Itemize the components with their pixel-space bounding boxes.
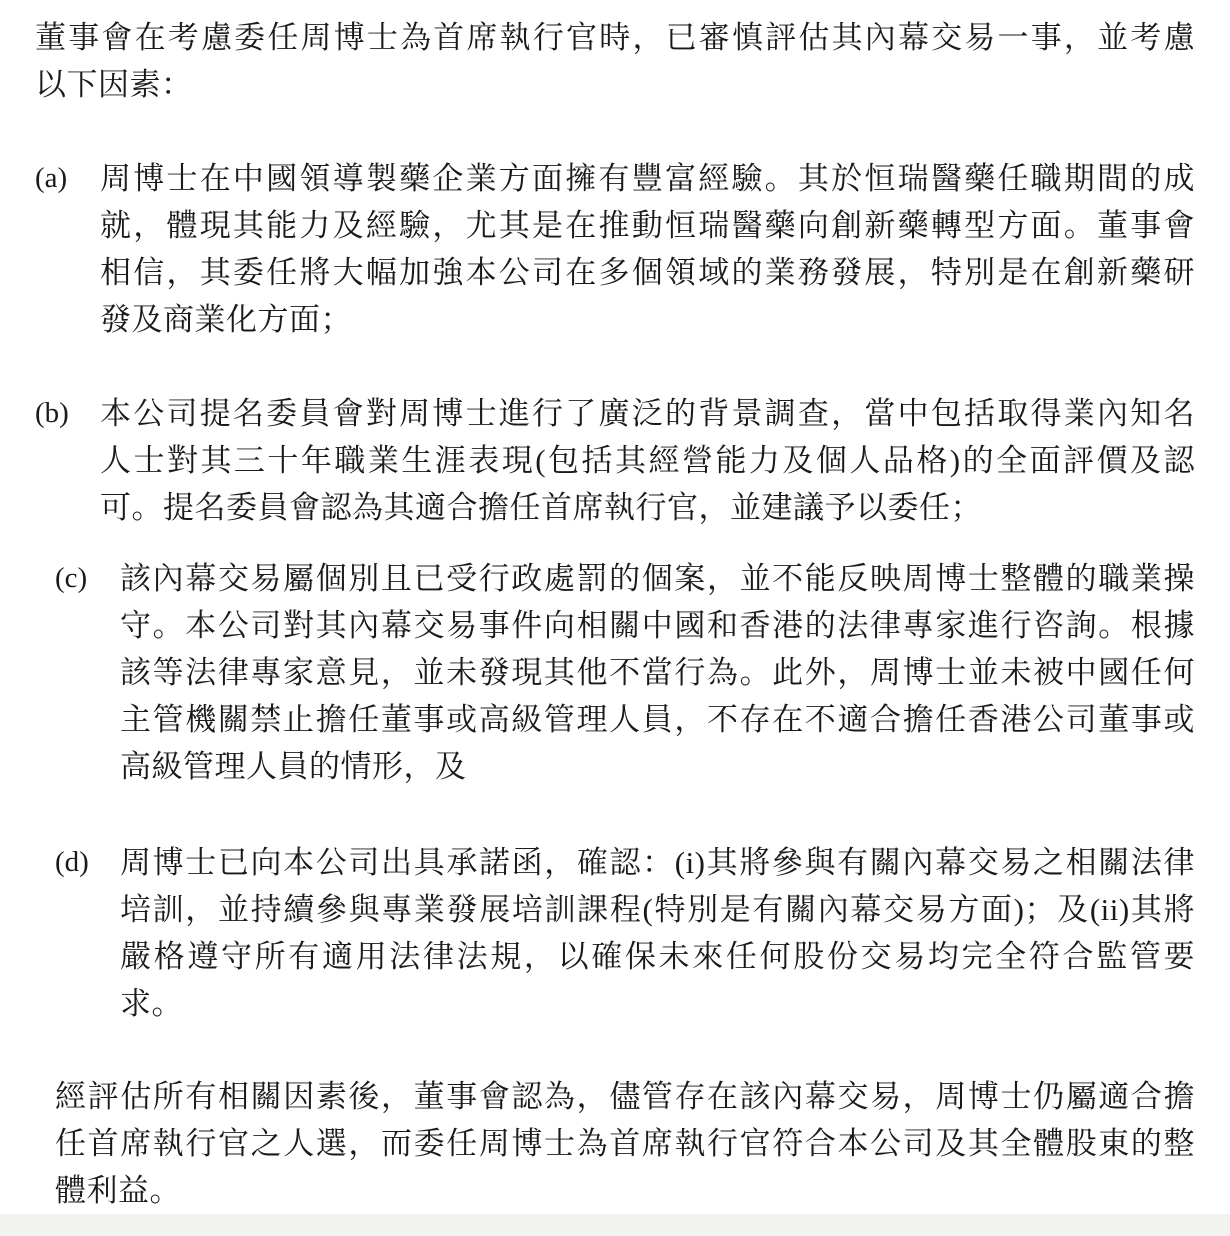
text-line: 人士對其三十年職業生涯表現(包括其經營能力及個人品格)的全面評價及認 <box>100 443 1195 478</box>
text-line: 可。提名委員會認為其適合擔任首席執行官，並建議予以委任； <box>100 490 982 525</box>
text-line: 就，體現其能力及經驗，尤其是在推動恒瑞醫藥向創新藥轉型方面。董事會 <box>100 208 1195 243</box>
text-line: 守。本公司對其內幕交易事件向相關中國和香港的法律專家進行咨詢。根據 <box>120 608 1195 643</box>
list-item-c <box>55 555 1195 790</box>
text-line: 求。 <box>120 986 183 1021</box>
list-marker-c: (c) <box>55 562 88 594</box>
list-marker-b: (b) <box>35 397 69 429</box>
text-line: 嚴格遵守所有適用法律法規，以確保未來任何股份交易均完全符合監管要 <box>120 939 1195 974</box>
text-line: 相信，其委任將大幅加強本公司在多個領域的業務發展，特別是在創新藥研 <box>100 255 1195 290</box>
list-item-c-text <box>120 555 1195 790</box>
text-line: 董事會在考慮委任周博士為首席執行官時，已審慎評估其內幕交易一事，並考慮 <box>35 20 1195 55</box>
list-marker-a: (a) <box>35 162 68 194</box>
page-edge-strip <box>0 1214 1230 1236</box>
text-line: 本公司提名委員會對周博士進行了廣泛的背景調查，當中包括取得業內知名 <box>100 396 1195 431</box>
text-line: 該等法律專家意見，並未發現其他不當行為。此外，周博士並未被中國任何 <box>120 655 1195 690</box>
list-item-d <box>55 839 1195 1027</box>
text-line: 發及商業化方面； <box>100 302 352 337</box>
text-line: 周博士已向本公司出具承諾函，確認：(i)其將參與有關內幕交易之相關法律 <box>120 845 1195 880</box>
text-line: 周博士在中國領導製藥企業方面擁有豐富經驗。其於恒瑞醫藥任職期間的成 <box>100 161 1195 196</box>
list-item-d-text <box>120 839 1195 1027</box>
list-item-b <box>35 390 1195 531</box>
list-marker-d: (d) <box>55 846 89 878</box>
paragraph-intro <box>35 14 1195 108</box>
list-item-b-text <box>100 390 1195 531</box>
text-line: 培訓，並持續參與專業發展培訓課程(特別是有關內幕交易方面)；及(ii)其將 <box>120 892 1195 927</box>
text-line: 任首席執行官之人選，而委任周博士為首席執行官符合本公司及其全體股東的整 <box>55 1126 1195 1161</box>
paragraph-closing <box>55 1073 1195 1214</box>
text-line: 高級管理人員的情形，及 <box>120 749 467 784</box>
text-line: 經評估所有相關因素後，董事會認為，儘管存在該內幕交易，周博士仍屬適合擔 <box>55 1079 1195 1114</box>
text-line: 該內幕交易屬個別且已受行政處罰的個案，並不能反映周博士整體的職業操 <box>120 561 1195 596</box>
text-line: 體利益。 <box>55 1173 181 1208</box>
text-line: 以下因素： <box>35 67 193 102</box>
list-item-a-text <box>100 155 1195 343</box>
list-item-a <box>35 155 1195 343</box>
text-line: 主管機關禁止擔任董事或高級管理人員，不存在不適合擔任香港公司董事或 <box>120 702 1195 737</box>
